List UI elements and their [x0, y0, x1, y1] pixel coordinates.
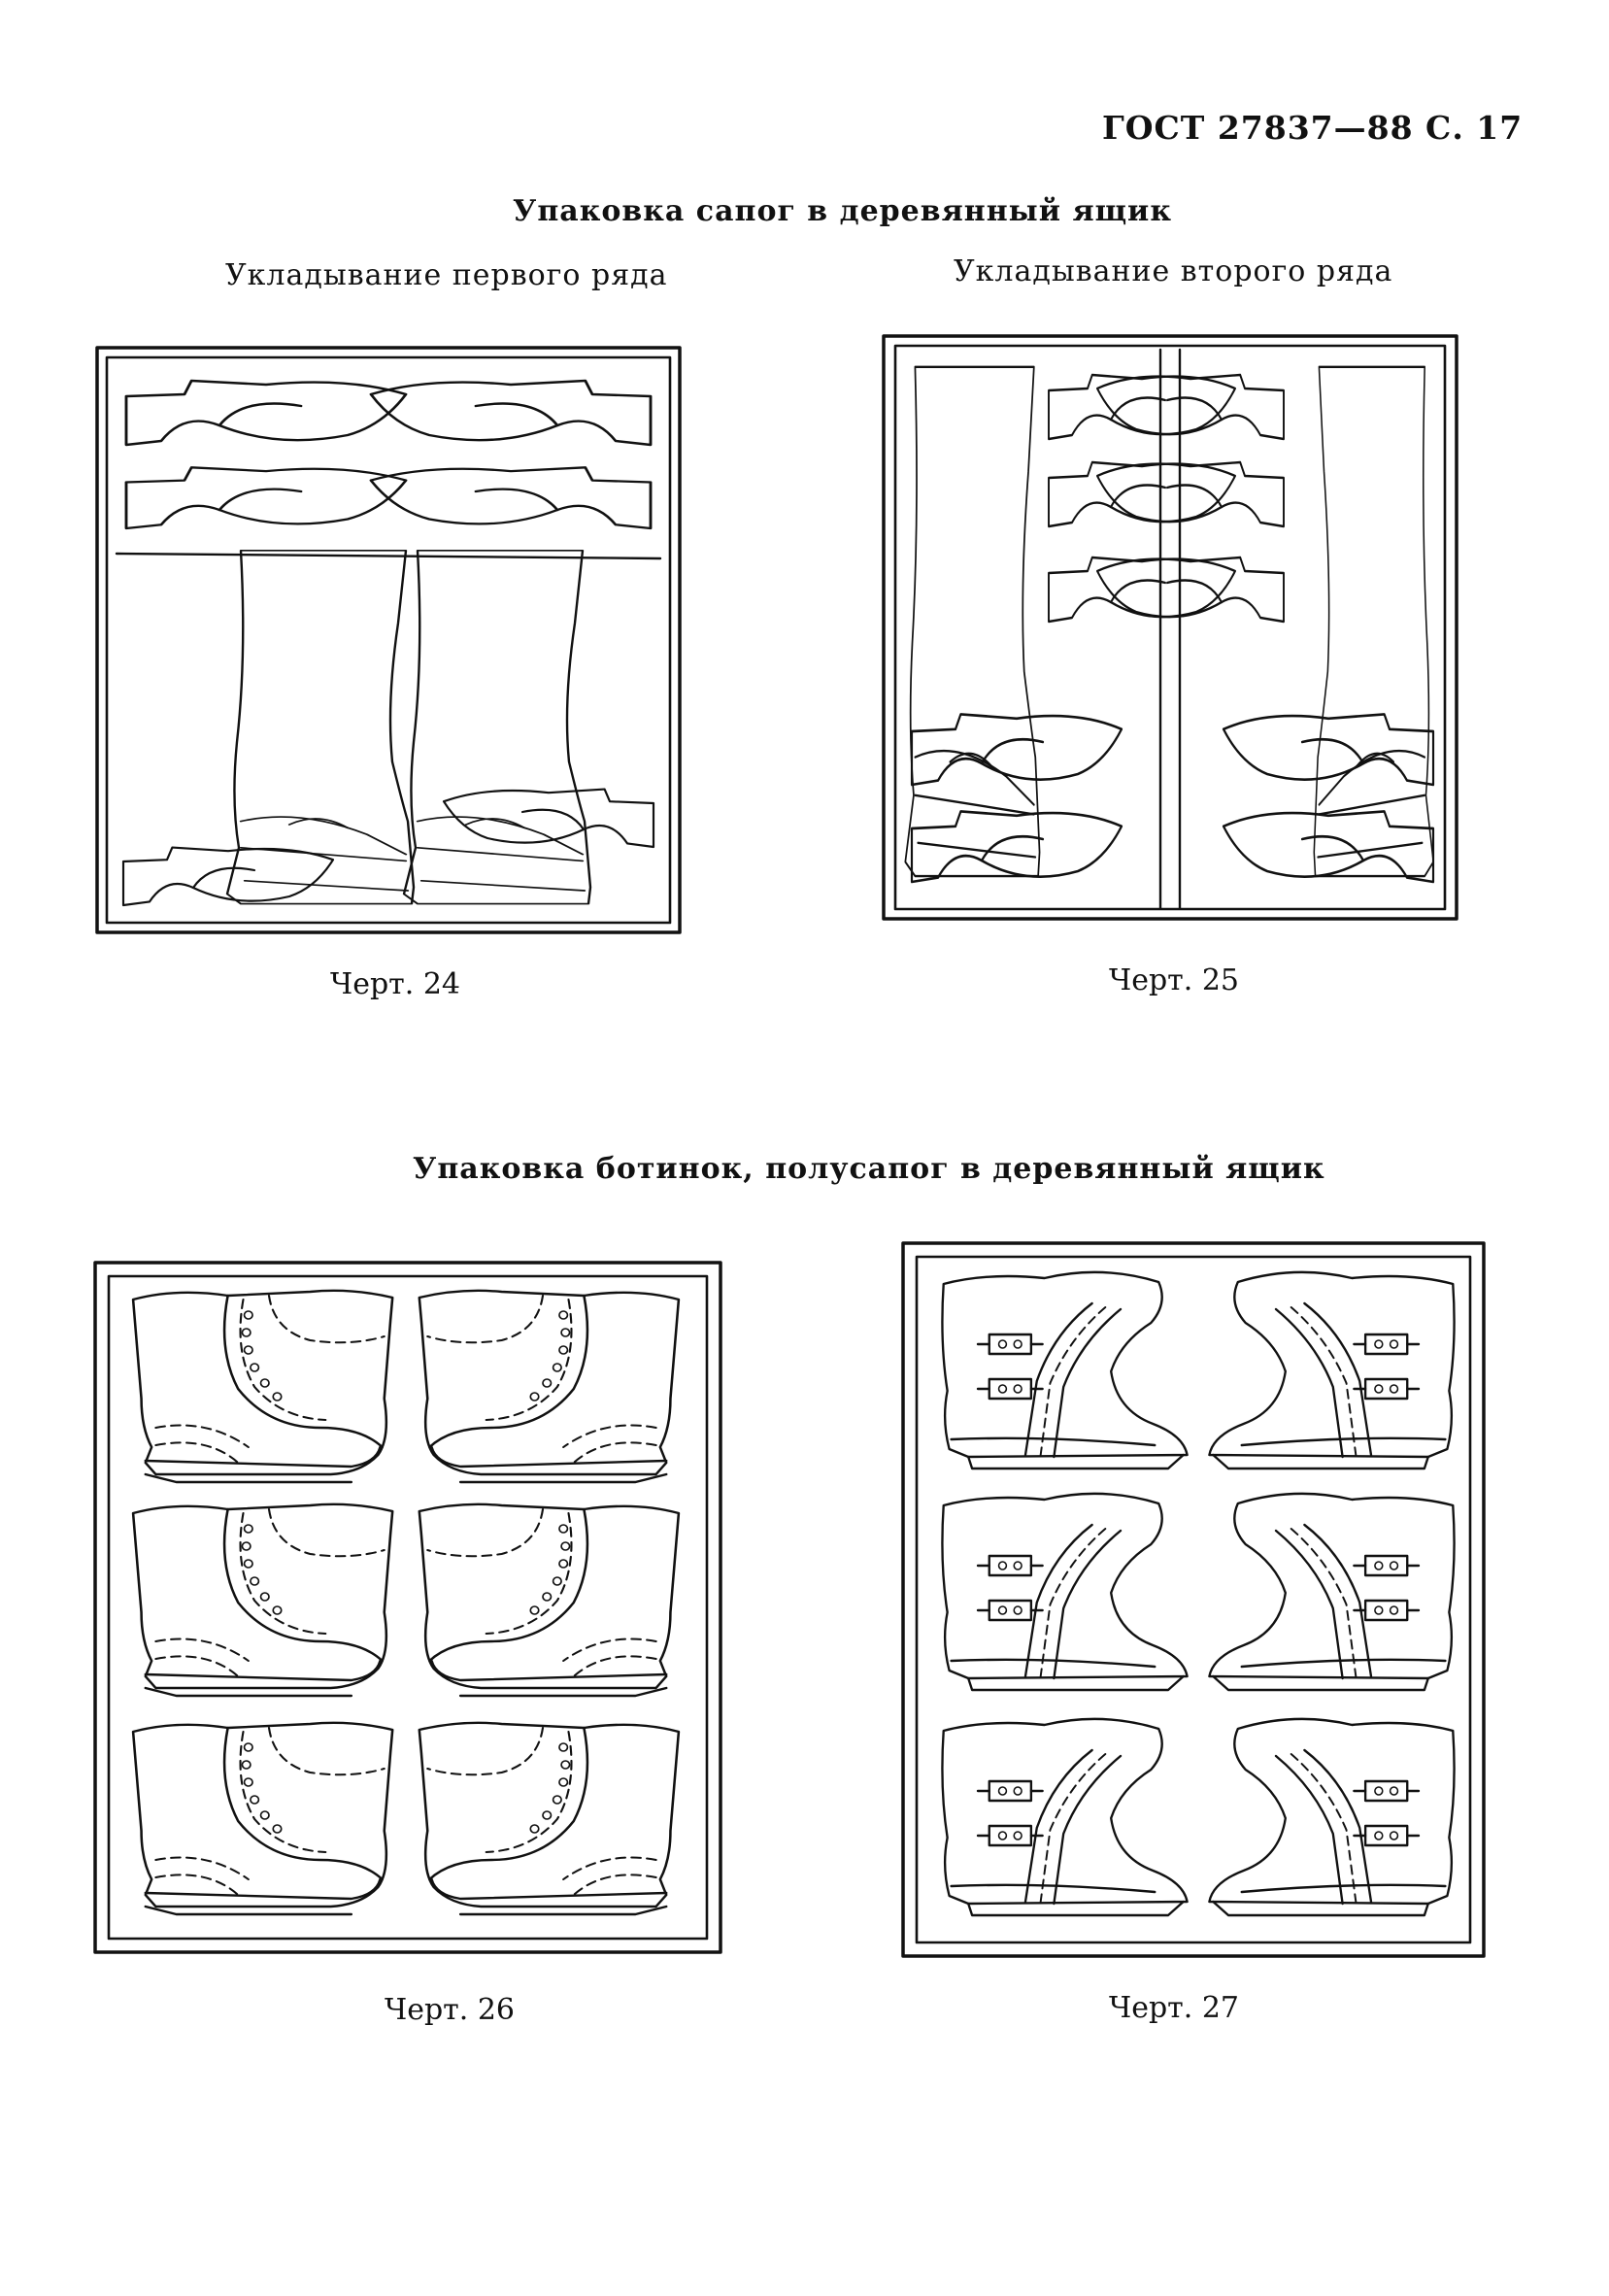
caption-figure-24: Черт. 24: [330, 967, 460, 1001]
section-title-boots: Упаковка сапог в деревянный ящик: [513, 194, 1172, 228]
figure-25-boots: [905, 350, 1433, 908]
caption-figure-27: Черт. 27: [1109, 1991, 1239, 2025]
subtitle-second-row: Укладывание второго ряда: [954, 254, 1393, 288]
subtitle-first-row: Укладывание первого ряда: [225, 258, 668, 292]
figure-26-box: [95, 1263, 721, 1952]
caption-figure-25: Черт. 25: [1109, 963, 1239, 997]
figure-24-boots: [117, 381, 660, 905]
caption-figure-26: Черт. 26: [385, 1993, 515, 2027]
section-title-ankle-boots: Упаковка ботинок, полусапог в деревянный ящик: [413, 1152, 1325, 1186]
figure-26-boots: [133, 1291, 679, 1914]
figure-27-boots: [942, 1272, 1454, 1915]
page-header: ГОСТ 27837—88 С. 17: [1102, 109, 1524, 147]
figure-25-box: [884, 336, 1457, 919]
